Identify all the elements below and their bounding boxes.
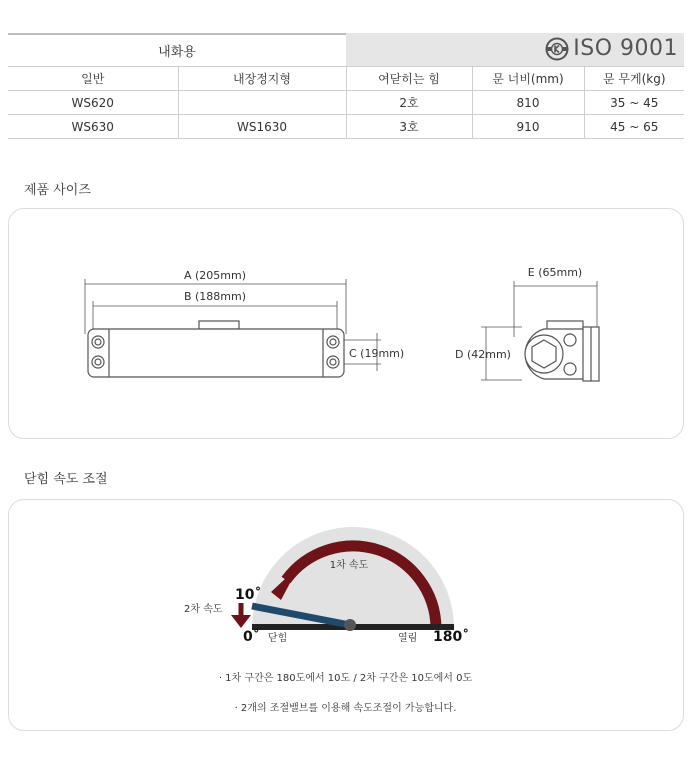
header-closing-force: 여닫히는 힘 — [346, 67, 472, 91]
table-cell — [178, 91, 346, 115]
deg-180-label: 180˚ — [433, 629, 470, 645]
open-label: 열림 — [398, 633, 418, 644]
table-row — [8, 115, 684, 139]
header-door-weight: 문 무게(kg) — [584, 67, 684, 91]
product-size-title: 제품 사이즈 — [24, 183, 91, 198]
deg-0-label: 0˚ — [243, 629, 260, 645]
dim-c-label: C (19mm) — [349, 347, 405, 360]
group-indoor-label: 내화용 — [8, 34, 346, 67]
second-speed-label: 2차 속도 — [184, 604, 223, 615]
speed-note-1: · 1차 구간은 180도에서 10도 / 2차 구간은 10도에서 0도 — [218, 673, 473, 684]
speed-control-panel — [8, 499, 684, 731]
table-cell: WS620 — [8, 91, 178, 115]
closing-speed-diagram — [9, 500, 683, 730]
closer-side-view — [525, 321, 599, 381]
speed-control-title: 닫힘 속도 조절 — [24, 472, 108, 487]
table-row — [8, 91, 684, 115]
table-cell: 45 ~ 65 — [584, 115, 684, 139]
dim-d-label: D (42mm) — [455, 348, 511, 361]
speed-note-2: · 2개의 조절밸브를 이용해 속도조절이 가능합니다. — [234, 703, 457, 714]
closer-front-view — [88, 321, 344, 377]
first-speed-label: 1차 속도 — [329, 560, 369, 571]
header-door-width: 문 너비(mm) — [472, 67, 584, 91]
table-cell: WS1630 — [178, 115, 346, 139]
table-header-row — [8, 67, 684, 91]
header-builtin-stop: 내장정지형 — [178, 67, 346, 91]
close-label: 닫힘 — [268, 633, 288, 644]
pivot-point — [344, 619, 356, 631]
dimension-drawing — [9, 209, 683, 438]
kc-mark-icon — [545, 37, 569, 61]
iso-label: ISO 9001 — [573, 36, 679, 62]
table-cell: 2호 — [346, 91, 472, 115]
header-general: 일반 — [8, 67, 178, 91]
product-size-panel — [8, 208, 684, 439]
deg-10-label: 10˚ — [235, 587, 262, 603]
table-cell: 3호 — [346, 115, 472, 139]
dim-b-label: B (188mm) — [183, 290, 247, 303]
table-cell: WS630 — [8, 115, 178, 139]
second-speed-arrowhead — [231, 615, 251, 628]
dim-a-label: A (205mm) — [183, 269, 247, 282]
table-group-row — [8, 34, 684, 67]
iso-certification — [346, 34, 684, 67]
table-cell: 810 — [472, 91, 584, 115]
table-cell: 35 ~ 45 — [584, 91, 684, 115]
table-cell: 910 — [472, 115, 584, 139]
spec-table — [8, 33, 684, 139]
dim-e-label: E (65mm) — [527, 266, 583, 279]
